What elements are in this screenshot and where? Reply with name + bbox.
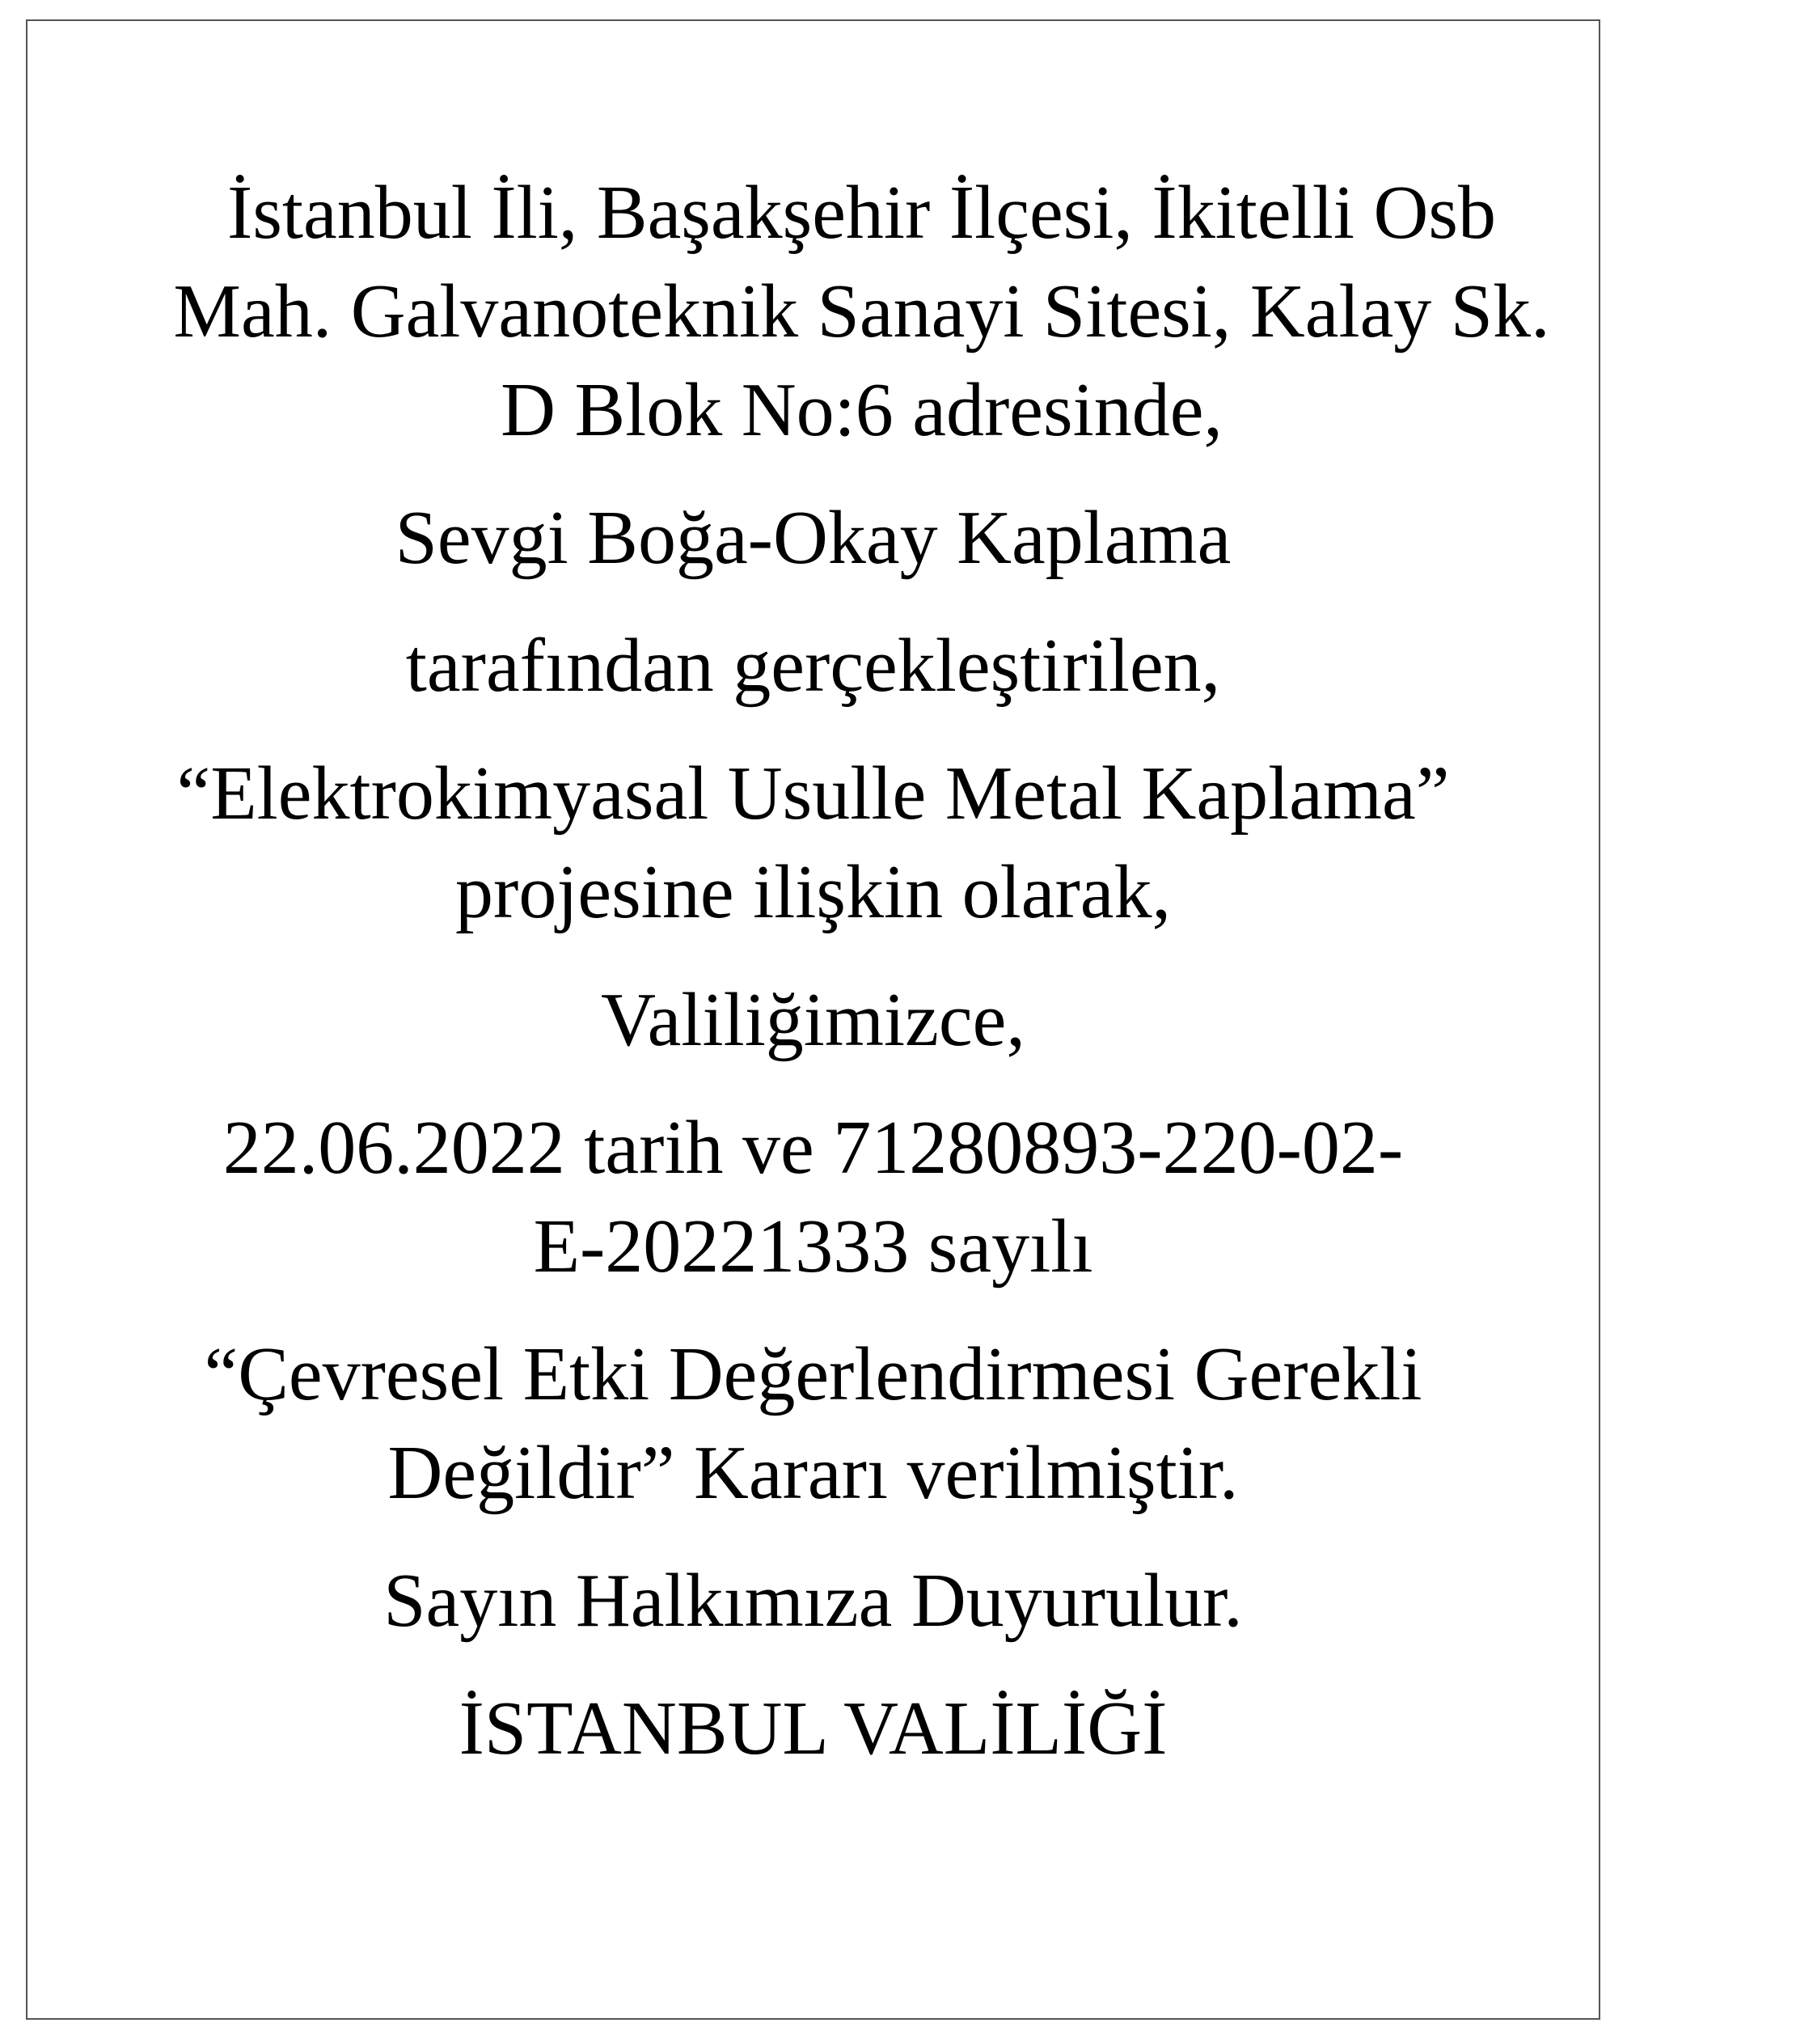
notice-body — [60, 163, 1566, 1807]
project-line-2: projesine ilişkin olarak, — [455, 850, 1171, 934]
decision-ref-line-1: 22.06.2022 tarih ve 71280893-220-02- — [222, 1106, 1404, 1190]
decision-ref-line-2: E-20221333 sayılı — [533, 1204, 1093, 1289]
company-name: Sevgi Boğa-Okay Kaplama — [395, 496, 1232, 580]
performed-by-text: tarafından gerçekleştirilen, — [405, 624, 1221, 708]
notice-frame — [26, 19, 1600, 2020]
decision-paragraph — [60, 1325, 1566, 1522]
address-line-2: Mah. Galvanoteknik Sanayi Sitesi, Kalay Sk. — [173, 269, 1550, 353]
decision-line-2: Değildir” Kararı verilmiştir. — [387, 1431, 1239, 1515]
authority-text: Valiliğimizce, — [601, 978, 1025, 1062]
address-line-1: İstanbul İli, Başakşehir İlçesi, İkitelli Osb — [227, 171, 1496, 255]
address-line-3: D Blok No:6 adresinde, — [501, 368, 1223, 452]
decision-reference-paragraph — [60, 1098, 1566, 1296]
decision-line-1: “Çevresel Etki Değerlendirmesi Gerekli — [204, 1332, 1422, 1416]
project-paragraph — [60, 744, 1566, 942]
announcement-text: Sayın Halkımıza Duyurulur. — [383, 1559, 1243, 1643]
project-line-1: “Elektrokimyasal Usulle Metal Kaplama” — [176, 751, 1450, 836]
signature-text: İSTANBUL VALİLİĞİ — [459, 1686, 1168, 1771]
address-paragraph — [60, 163, 1566, 459]
